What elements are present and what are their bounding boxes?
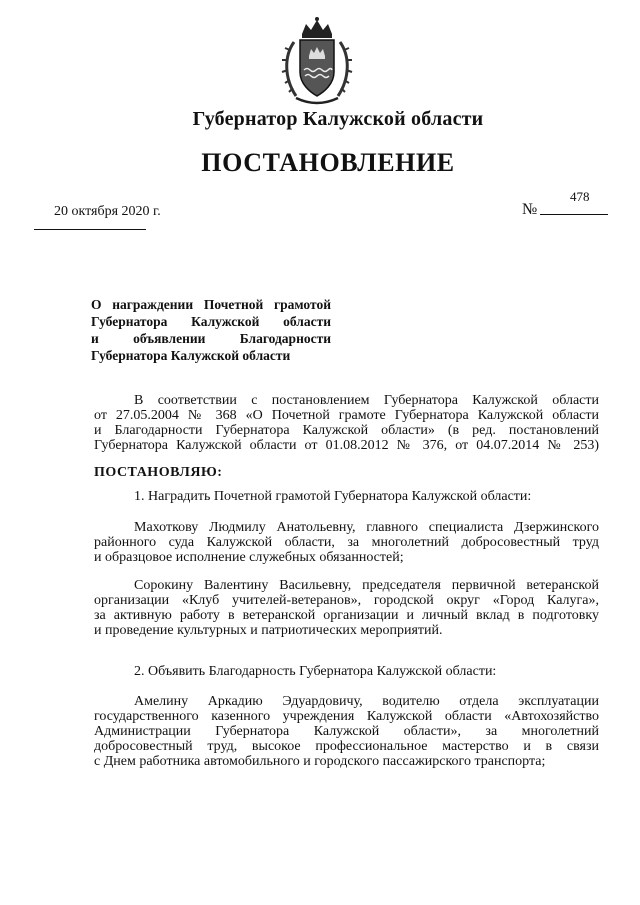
issuing-authority: Губернатор Калужской области	[192, 108, 484, 130]
thanks-line: с Днем работника автомобильного и городского пассажирского транспорта;	[94, 754, 546, 769]
subject-line: Губернатора Калужской области	[91, 314, 331, 329]
award-line: Махоткову Людмилу Анатольевну, главного специалиста Дзержинского	[134, 520, 599, 535]
preamble-line: Губернатора Калужской области от 01.08.2012 № 376, от 04.07.2014 № 253)	[94, 438, 599, 453]
award-line: организации «Клуб учителей-ветеранов», городской округ «Город Калуга»,	[94, 593, 599, 608]
award-paragraph-1	[94, 520, 599, 565]
thanks-line: Амелину Аркадию Эдуардовичу, водителю отдела эксплуатации	[134, 694, 599, 709]
document-type-title: ПОСТАНОВЛЕНИЕ	[201, 148, 455, 177]
award-paragraph-2	[94, 578, 599, 638]
award-line: и проведение культурных и патриотических мероприятий.	[94, 623, 443, 638]
preamble-line: от 27.05.2004 № 368 «О Почетной грамоте Губернатора Калужской области	[94, 408, 599, 423]
subject-line: О награждении Почетной грамотой	[91, 297, 331, 312]
document-date: 20 октября 2020 г.	[54, 204, 161, 219]
document-subject	[91, 296, 331, 364]
award-line: за активную работу в ветеранской организации и личный вклад в подготовку	[94, 608, 599, 623]
resolve-word: ПОСТАНОВЛЯЮ:	[94, 465, 223, 480]
date-underline	[34, 229, 146, 230]
thanks-line: добросовестный труд, высокое профессиональное мастерство и в связи	[94, 739, 599, 754]
item-1-heading: 1. Наградить Почетной грамотой Губернатора Калужской области:	[134, 489, 532, 504]
coat-of-arms-emblem	[278, 16, 356, 110]
award-line: Сорокину Валентину Васильевну, председателя первичной ветеранской	[134, 578, 599, 593]
preamble-paragraph	[94, 393, 599, 453]
award-line: и образцовое исполнение служебных обязанностей;	[94, 550, 404, 565]
thanks-paragraph-1	[94, 694, 599, 769]
subject-line: и объявлении Благодарности	[91, 331, 331, 346]
item-2-heading: 2. Объявить Благодарность Губернатора Калужской области:	[134, 664, 497, 679]
thanks-line: государственного казенного учреждения Калужской области «Автохозяйство	[94, 709, 599, 724]
subject-line: Губернатора Калужской области	[91, 348, 291, 363]
number-label: №	[522, 201, 538, 218]
award-line: районного суда Калужской области, за многолетний добросовестный труд	[94, 535, 599, 550]
thanks-line: Администрации Губернатора Калужской области», за многолетний	[94, 724, 599, 739]
preamble-line: В соответствии с постановлением Губернатора Калужской области	[134, 393, 599, 408]
preamble-line: и Благодарности Губернатора Калужской области» (в ред. постановлений	[94, 423, 599, 438]
number-underline	[540, 214, 608, 215]
document-number: 478	[570, 189, 590, 204]
